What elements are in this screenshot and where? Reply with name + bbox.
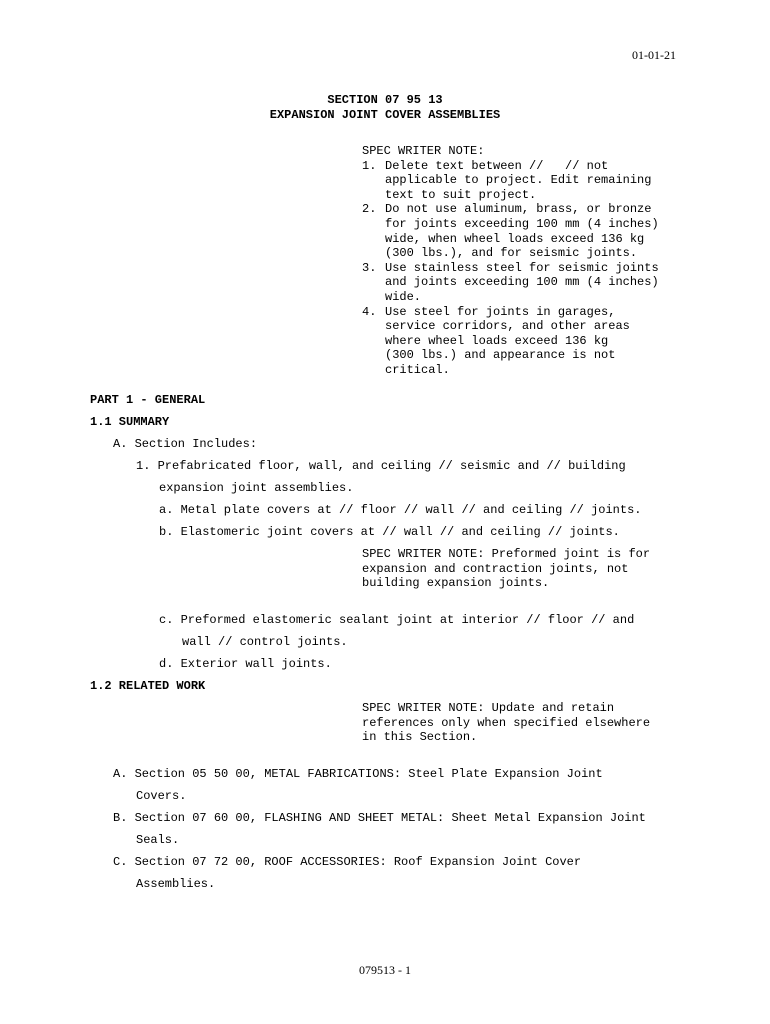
part-heading: PART 1 - GENERAL bbox=[90, 393, 206, 407]
summary-sub-a: a. Metal plate covers at // floor // wall // and ceiling // joints. bbox=[159, 503, 642, 517]
spec-note-item: 2. Do not use aluminum, brass, or bronze bbox=[362, 202, 652, 217]
summary-item-1-cont: expansion joint assemblies. bbox=[159, 481, 354, 495]
summary-item-a: A. Section Includes: bbox=[113, 437, 258, 451]
spec-writer-note-preformed: SPEC WRITER NOTE: Preformed joint is for expansion and contraction joints, not building expansion joints. bbox=[362, 547, 651, 591]
summary-sub-d: d. Exterior wall joints. bbox=[159, 657, 332, 671]
summary-heading: 1.1 SUMMARY bbox=[90, 415, 170, 429]
spec-note-item: 1. Delete text between // // not bbox=[362, 158, 609, 173]
related-item-a: A. Section 05 50 00, METAL FABRICATIONS: Steel Plate Expansion Joint bbox=[113, 767, 603, 781]
related-work-heading: 1.2 RELATED WORK bbox=[90, 679, 206, 693]
summary-item-1: 1. Prefabricated floor, wall, and ceiling // seismic and // building bbox=[136, 459, 626, 473]
spec-writer-note-related: SPEC WRITER NOTE: Update and retain references only when specified elsewhere in this Section. bbox=[362, 701, 651, 745]
page-number: 079513 - 1 bbox=[359, 963, 411, 977]
related-item-c: C. Section 07 72 00, ROOF ACCESSORIES: Roof Expansion Joint Cover bbox=[113, 855, 582, 869]
summary-sub-c: c. Preformed elastomeric sealant joint at interior // floor // and bbox=[159, 613, 635, 627]
spec-writer-note: SPEC WRITER NOTE: 1. Delete text between // // not applicable to project. Edit remaining text to suit project. 2. Do not use aluminum, brass, or bronze for joints exceeding 100 mm (4 inches) wide, when wheel loads exceed 136 kg (300 lbs.), and for seismic joints. 3. Use stainless steel for seismic joints and joints exceeding 100 mm (4 inches) wide. 4. Use steel for joints in garages, service corridors, and other areas where wheel loads exceed 136 kg (300 lbs.) and appearance is not critical. bbox=[362, 144, 659, 377]
section-number: SECTION 07 95 13 bbox=[327, 93, 443, 107]
summary-sub-c-cont: wall // control joints. bbox=[182, 635, 348, 649]
related-item-b-cont: Seals. bbox=[136, 833, 180, 847]
spec-note-item: 3. Use stainless steel for seismic joints bbox=[362, 260, 659, 275]
related-item-c-cont: Assemblies. bbox=[136, 877, 216, 891]
summary-sub-b: b. Elastomeric joint covers at // wall // and ceiling // joints. bbox=[159, 525, 620, 539]
header-date: 01-01-21 bbox=[632, 48, 676, 62]
section-title: EXPANSION JOINT COVER ASSEMBLIES bbox=[269, 108, 501, 122]
related-item-a-cont: Covers. bbox=[136, 789, 187, 803]
spec-note-heading: SPEC WRITER NOTE: bbox=[362, 144, 485, 158]
spec-note-item: 4. Use steel for joints in garages, bbox=[362, 304, 616, 319]
related-item-b: B. Section 07 60 00, FLASHING AND SHEET METAL: Sheet Metal Expansion Joint bbox=[113, 811, 646, 825]
